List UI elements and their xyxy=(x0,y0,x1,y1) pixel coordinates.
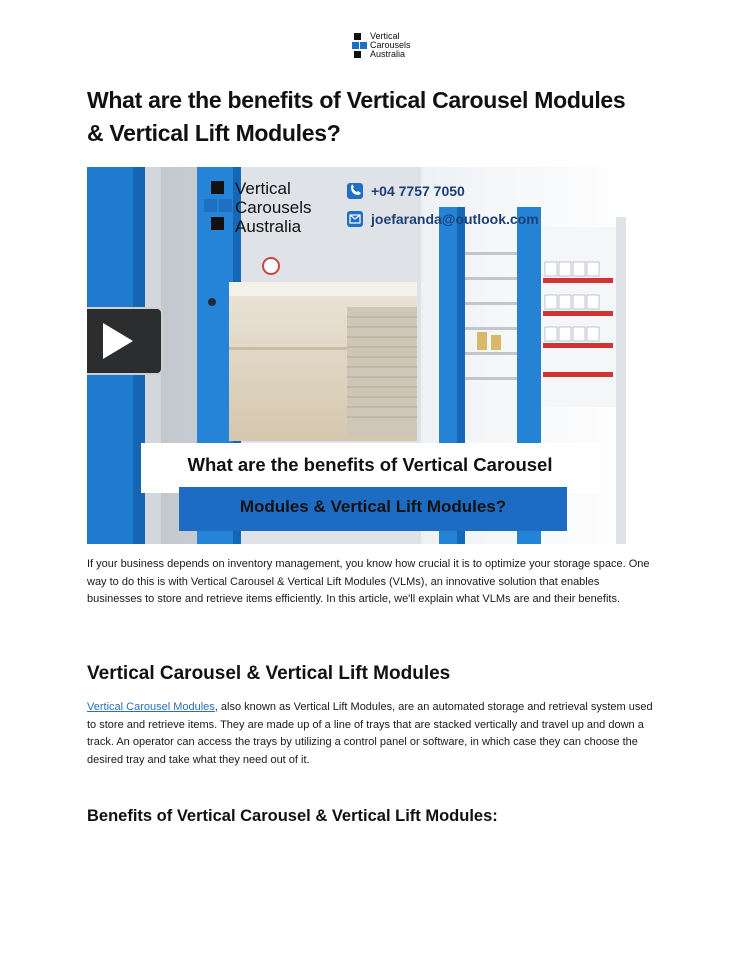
vertical-carousel-modules-link[interactable]: Vertical Carousel Modules xyxy=(87,701,215,713)
hero-email: joefaranda@outlook.com xyxy=(371,211,539,227)
video-thumbnail[interactable] xyxy=(87,167,633,544)
logo-line: Carousels xyxy=(370,40,411,50)
logo-square-icon xyxy=(352,42,359,49)
play-button[interactable] xyxy=(87,307,163,375)
hero-logo-text xyxy=(235,179,312,236)
logo-square-icon xyxy=(354,51,361,58)
section1-paragraph xyxy=(87,699,657,769)
brand-logo xyxy=(352,32,432,62)
hero-banner-line2: Modules & Vertical Lift Modules? xyxy=(239,497,507,516)
hero-banner-line1: What are the benefits of Vertical Carousel xyxy=(187,454,553,475)
logo-line: Australia xyxy=(370,49,406,59)
section-heading-vlm: Vertical Carousel & Vertical Lift Modules xyxy=(87,663,451,684)
intro-paragraph: If your business depends on inventory management, you know how crucial it is to optimize your storage space. One way to do this is with Vertical Carousel & Vertical Lift Modules (VLMs), an innovative solution that enables businesses to store and retrieve items efficiently. In this article, we'll explain what VLMs are and their benefits. xyxy=(87,558,650,605)
hero-illustration xyxy=(87,167,633,544)
hero-phone: +04 7757 7050 xyxy=(371,183,465,199)
section1-paragraph-text: , also known as Vertical Lift Modules, are an automated storage and retrieval system used to store and retrieve items. They are made up of a line of trays that are stacked vertically and travel up and down a track. An operator can access the trays by utilizing a control panel or software, in which case they can choose the desired tray and take what they need out of it. xyxy=(87,701,653,766)
section-heading-benefits: Benefits of Vertical Carousel & Vertical Lift Modules: xyxy=(87,807,498,825)
page-title: What are the benefits of Vertical Carousel Modules & Vertical Lift Modules? xyxy=(87,87,626,146)
logo-line: Vertical xyxy=(370,31,400,41)
hero-logo-line: Vertical xyxy=(235,179,291,198)
logo-square-icon xyxy=(360,42,367,49)
hero-logo-line: Australia xyxy=(235,217,302,236)
hero-logo-line: Carousels xyxy=(235,198,312,217)
play-icon xyxy=(87,309,161,373)
logo-square-icon xyxy=(354,33,361,40)
